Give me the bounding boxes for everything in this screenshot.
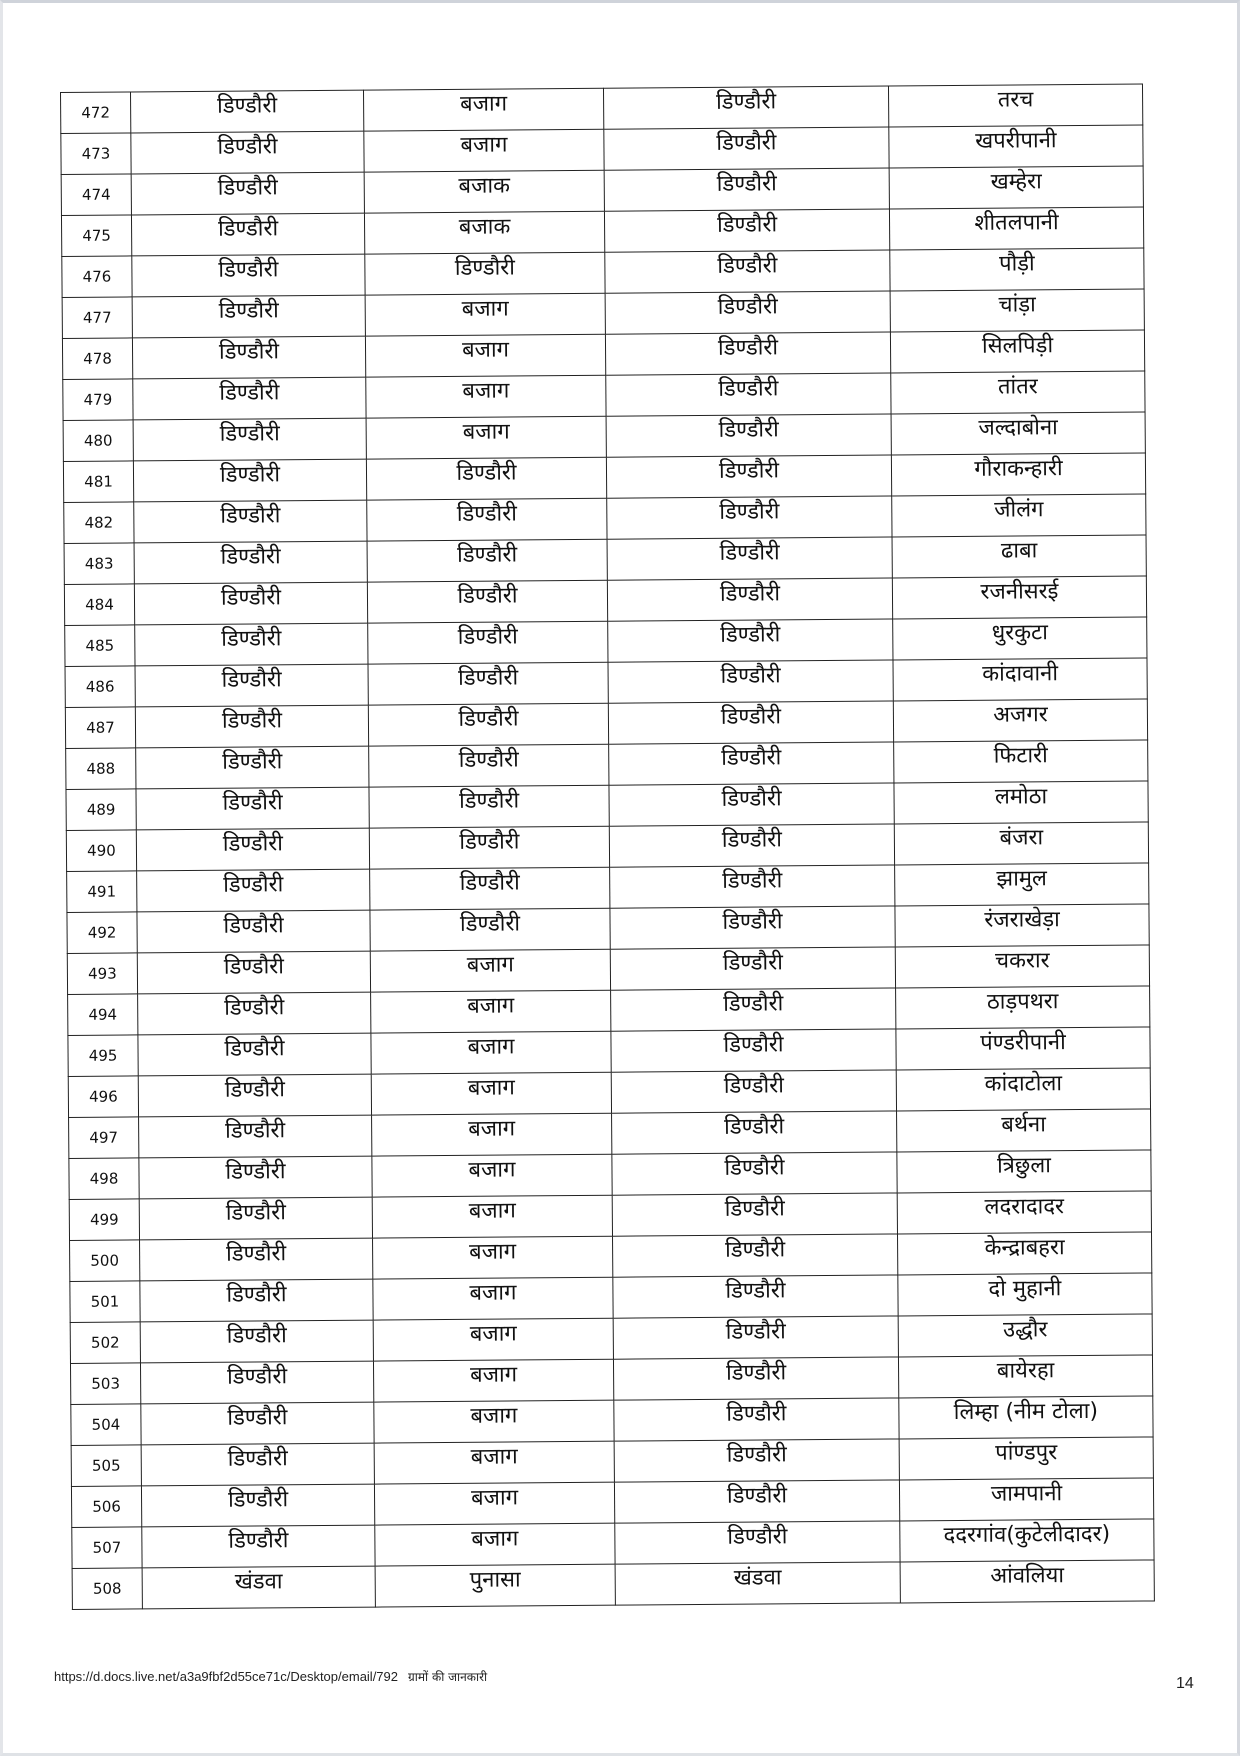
village-cell: शीतलपानी xyxy=(889,207,1143,250)
block-cell: खंडवा xyxy=(615,1562,900,1605)
tehsil-cell: बजाग xyxy=(372,1154,612,1197)
serial-number-cell: 497 xyxy=(69,1117,139,1159)
district-cell: डिण्डौरी xyxy=(131,172,364,215)
district-cell: डिण्डौरी xyxy=(131,213,364,256)
serial-number-cell: 476 xyxy=(62,256,132,298)
village-cell: फिटारी xyxy=(894,740,1148,783)
district-cell: डिण्डौरी xyxy=(132,336,365,379)
serial-number-cell: 472 xyxy=(61,92,131,134)
village-cell: खपरीपानी xyxy=(889,125,1143,168)
block-cell: डिण्डौरी xyxy=(609,824,894,867)
tehsil-cell: बजाग xyxy=(366,416,606,459)
district-cell: डिण्डौरी xyxy=(132,295,365,338)
village-cell: लदरादादर xyxy=(897,1191,1151,1234)
village-cell: लमोठा xyxy=(894,781,1148,824)
block-cell: डिण्डौरी xyxy=(607,496,892,539)
serial-number-cell: 480 xyxy=(63,420,133,462)
village-cell: तरच xyxy=(888,84,1142,127)
district-cell: डिण्डौरी xyxy=(141,1484,374,1527)
serial-number-cell: 500 xyxy=(70,1240,140,1282)
district-cell: डिण्डौरी xyxy=(137,869,370,912)
district-cell: डिण्डौरी xyxy=(134,500,367,543)
tehsil-cell: डिण्डौरी xyxy=(368,703,608,746)
district-cell: डिण्डौरी xyxy=(131,90,364,133)
serial-number-cell: 481 xyxy=(63,461,133,503)
block-cell: डिण्डौरी xyxy=(611,988,896,1031)
serial-number-cell: 488 xyxy=(66,748,136,790)
village-cell: दो मुहानी xyxy=(898,1273,1152,1316)
serial-number-cell: 473 xyxy=(61,133,131,175)
district-cell: डिण्डौरी xyxy=(142,1525,375,1568)
village-cell: कांदाटोला xyxy=(896,1068,1150,1111)
tehsil-cell: बजाग xyxy=(370,949,610,992)
village-cell: बंजरा xyxy=(894,822,1148,865)
village-cell: खम्हेरा xyxy=(889,166,1143,209)
village-cell: ददरगांव(कुटेलीदादर) xyxy=(900,1519,1154,1562)
village-cell: पांण्डपुर xyxy=(899,1437,1153,1480)
block-cell: डिण्डौरी xyxy=(606,373,891,416)
tehsil-cell: बजाग xyxy=(374,1400,614,1443)
serial-number-cell: 478 xyxy=(62,338,132,380)
block-cell: डिण्डौरी xyxy=(608,701,893,744)
serial-number-cell: 490 xyxy=(66,830,136,872)
serial-number-cell: 493 xyxy=(67,953,137,995)
village-cell: केन्द्राबहरा xyxy=(897,1232,1151,1275)
serial-number-cell: 477 xyxy=(62,297,132,339)
district-cell: डिण्डौरी xyxy=(137,951,370,994)
tehsil-cell: डिण्डौरी xyxy=(369,744,609,787)
tehsil-cell: बजाक xyxy=(364,170,604,213)
block-cell: डिण्डौरी xyxy=(603,86,888,129)
block-cell: डिण्डौरी xyxy=(612,1111,897,1154)
district-cell: डिण्डौरी xyxy=(138,1074,371,1117)
tehsil-cell: बजाक xyxy=(364,211,604,254)
tehsil-cell: बजाग xyxy=(371,1031,611,1074)
serial-number-cell: 508 xyxy=(72,1568,142,1610)
serial-number-cell: 482 xyxy=(64,502,134,544)
district-cell: डिण्डौरी xyxy=(141,1443,374,1486)
district-cell: डिण्डौरी xyxy=(139,1156,372,1199)
block-cell: डिण्डौरी xyxy=(605,291,890,334)
serial-number-cell: 492 xyxy=(67,912,137,954)
village-cell: चांड़ा xyxy=(890,289,1144,332)
village-cell: सिलपिड़ी xyxy=(890,330,1144,373)
village-cell: जीलंग xyxy=(892,494,1146,537)
district-cell: डिण्डौरी xyxy=(133,418,366,461)
tehsil-cell: बजाग xyxy=(371,1072,611,1115)
tehsil-cell: बजाग xyxy=(374,1441,614,1484)
serial-number-cell: 491 xyxy=(67,871,137,913)
block-cell: डिण्डौरी xyxy=(608,660,893,703)
district-cell: डिण्डौरी xyxy=(141,1402,374,1445)
district-cell: डिण्डौरी xyxy=(135,664,368,707)
serial-number-cell: 475 xyxy=(61,215,131,257)
district-cell: डिण्डौरी xyxy=(137,910,370,953)
village-table-container xyxy=(60,84,1154,1610)
district-cell: डिण्डौरी xyxy=(140,1279,373,1322)
village-cell: जल्दाबोना xyxy=(891,412,1145,455)
tehsil-cell: बजाग xyxy=(373,1277,613,1320)
district-cell: डिण्डौरी xyxy=(134,582,367,625)
village-cell: बर्थना xyxy=(897,1109,1151,1152)
block-cell: डिण्डौरी xyxy=(609,783,894,826)
tehsil-cell: बजाग xyxy=(363,88,603,131)
village-cell: लिम्हा (नीम टोला) xyxy=(899,1396,1153,1439)
tehsil-cell: डिण्डौरी xyxy=(368,621,608,664)
table-row xyxy=(72,1560,1154,1609)
village-cell: धुरकुटा xyxy=(893,617,1147,660)
serial-number-cell: 486 xyxy=(65,666,135,708)
village-cell: चकरार xyxy=(895,945,1149,988)
block-cell: डिण्डौरी xyxy=(615,1521,900,1564)
village-cell: आंवलिया xyxy=(900,1560,1154,1603)
serial-number-cell: 494 xyxy=(68,994,138,1036)
village-cell: कांदावानी xyxy=(893,658,1147,701)
tehsil-cell: बजाग xyxy=(373,1236,613,1279)
village-cell: अजगर xyxy=(893,699,1147,742)
tehsil-cell: डिण्डौरी xyxy=(369,826,609,869)
serial-number-cell: 502 xyxy=(70,1322,140,1364)
serial-number-cell: 487 xyxy=(65,707,135,749)
block-cell: डिण्डौरी xyxy=(605,332,890,375)
district-cell: डिण्डौरी xyxy=(139,1115,372,1158)
serial-number-cell: 501 xyxy=(70,1281,140,1323)
serial-number-cell: 483 xyxy=(64,543,134,585)
village-cell: त्रिछुला xyxy=(897,1150,1151,1193)
block-cell: डिण्डौरी xyxy=(612,1193,897,1236)
district-cell: डिण्डौरी xyxy=(135,705,368,748)
block-cell: डिण्डौरी xyxy=(612,1152,897,1195)
tehsil-cell: बजाग xyxy=(372,1113,612,1156)
block-cell: डिण्डौरी xyxy=(606,455,891,498)
tehsil-cell: डिण्डौरी xyxy=(370,908,610,951)
serial-number-cell: 498 xyxy=(69,1158,139,1200)
tehsil-cell: बजाग xyxy=(364,129,604,172)
block-cell: डिण्डौरी xyxy=(611,1029,896,1072)
district-cell: डिण्डौरी xyxy=(134,541,367,584)
serial-number-cell: 489 xyxy=(66,789,136,831)
block-cell: डिण्डौरी xyxy=(613,1316,898,1359)
tehsil-cell: बजाग xyxy=(373,1318,613,1361)
tehsil-cell: पुनासा xyxy=(375,1564,615,1607)
village-cell: पंण्डरीपानी xyxy=(896,1027,1150,1070)
tehsil-cell: बजाग xyxy=(374,1482,614,1525)
village-cell: उद्धौर xyxy=(898,1314,1152,1357)
district-cell: डिण्डौरी xyxy=(139,1197,372,1240)
village-cell: ठाड़पथरा xyxy=(896,986,1150,1029)
district-cell: डिण्डौरी xyxy=(136,828,369,871)
serial-number-cell: 506 xyxy=(71,1486,141,1528)
village-table-body xyxy=(61,84,1155,1609)
block-cell: डिण्डौरी xyxy=(609,742,894,785)
serial-number-cell: 485 xyxy=(65,625,135,667)
block-cell: डिण्डौरी xyxy=(610,947,895,990)
block-cell: डिण्डौरी xyxy=(607,537,892,580)
serial-number-cell: 503 xyxy=(70,1363,140,1405)
serial-number-cell: 479 xyxy=(63,379,133,421)
district-cell: डिण्डौरी xyxy=(131,131,364,174)
block-cell: डिण्डौरी xyxy=(610,906,895,949)
tehsil-cell: डिण्डौरी xyxy=(368,662,608,705)
district-cell: खंडवा xyxy=(142,1566,375,1609)
tehsil-cell: बजाग xyxy=(365,334,605,377)
tehsil-cell: बजाग xyxy=(373,1359,613,1402)
block-cell: डिण्डौरी xyxy=(614,1439,899,1482)
district-cell: डिण्डौरी xyxy=(140,1238,373,1281)
village-table xyxy=(60,83,1155,1609)
serial-number-cell: 507 xyxy=(72,1527,142,1569)
tehsil-cell: डिण्डौरी xyxy=(366,457,606,500)
village-cell: बायेरहा xyxy=(898,1355,1152,1398)
tehsil-cell: बजाग xyxy=(372,1195,612,1238)
district-cell: डिण्डौरी xyxy=(133,377,366,420)
district-cell: डिण्डौरी xyxy=(138,1033,371,1076)
village-cell: रजनीसरई xyxy=(892,576,1146,619)
block-cell: डिण्डौरी xyxy=(614,1398,899,1441)
block-cell: डिण्डौरी xyxy=(607,578,892,621)
serial-number-cell: 495 xyxy=(68,1035,138,1077)
block-cell: डिण्डौरी xyxy=(614,1480,899,1523)
tehsil-cell: डिण्डौरी xyxy=(367,580,607,623)
block-cell: डिण्डौरी xyxy=(613,1275,898,1318)
district-cell: डिण्डौरी xyxy=(136,787,369,830)
village-cell: जामपानी xyxy=(899,1478,1153,1521)
tehsil-cell: बजाग xyxy=(365,293,605,336)
district-cell: डिण्डौरी xyxy=(133,459,366,502)
village-cell: गौराकन्हारी xyxy=(891,453,1145,496)
serial-number-cell: 484 xyxy=(64,584,134,626)
footer-doc-title: ग्रामों की जानकारी xyxy=(408,1670,488,1684)
tehsil-cell: बजाग xyxy=(366,375,606,418)
district-cell: डिण्डौरी xyxy=(135,623,368,666)
district-cell: डिण्डौरी xyxy=(140,1361,373,1404)
block-cell: डिण्डौरी xyxy=(604,127,889,170)
block-cell: डिण्डौरी xyxy=(608,619,893,662)
serial-number-cell: 504 xyxy=(71,1404,141,1446)
district-cell: डिण्डौरी xyxy=(138,992,371,1035)
block-cell: डिण्डौरी xyxy=(604,209,889,252)
village-cell: पौड़ी xyxy=(890,248,1144,291)
serial-number-cell: 499 xyxy=(69,1199,139,1241)
tehsil-cell: डिण्डौरी xyxy=(369,785,609,828)
page-number: 14 xyxy=(1176,1675,1194,1692)
serial-number-cell: 474 xyxy=(61,174,131,216)
village-cell: रंजराखेड़ा xyxy=(895,904,1149,947)
district-cell: डिण्डौरी xyxy=(136,746,369,789)
village-cell: तांतर xyxy=(891,371,1145,414)
footer-url: https://d.docs.live.net/a3a9fbf2d55ce71c/Desktop/email/792 xyxy=(54,1669,398,1684)
tehsil-cell: डिण्डौरी xyxy=(370,867,610,910)
village-cell: झामुल xyxy=(895,863,1149,906)
block-cell: डिण्डौरी xyxy=(611,1070,896,1113)
serial-number-cell: 496 xyxy=(68,1076,138,1118)
tehsil-cell: डिण्डौरी xyxy=(367,498,607,541)
tehsil-cell: डिण्डौरी xyxy=(365,252,605,295)
district-cell: डिण्डौरी xyxy=(132,254,365,297)
tehsil-cell: बजाग xyxy=(371,990,611,1033)
block-cell: डिण्डौरी xyxy=(606,414,891,457)
tehsil-cell: डिण्डौरी xyxy=(367,539,607,582)
footer-source-path xyxy=(54,1668,487,1685)
district-cell: डिण्डौरी xyxy=(140,1320,373,1363)
tehsil-cell: बजाग xyxy=(375,1523,615,1566)
village-cell: ढाबा xyxy=(892,535,1146,578)
block-cell: डिण्डौरी xyxy=(610,865,895,908)
block-cell: डिण्डौरी xyxy=(605,250,890,293)
block-cell: डिण्डौरी xyxy=(613,1234,898,1277)
serial-number-cell: 505 xyxy=(71,1445,141,1487)
block-cell: डिण्डौरी xyxy=(613,1357,898,1400)
block-cell: डिण्डौरी xyxy=(604,168,889,211)
